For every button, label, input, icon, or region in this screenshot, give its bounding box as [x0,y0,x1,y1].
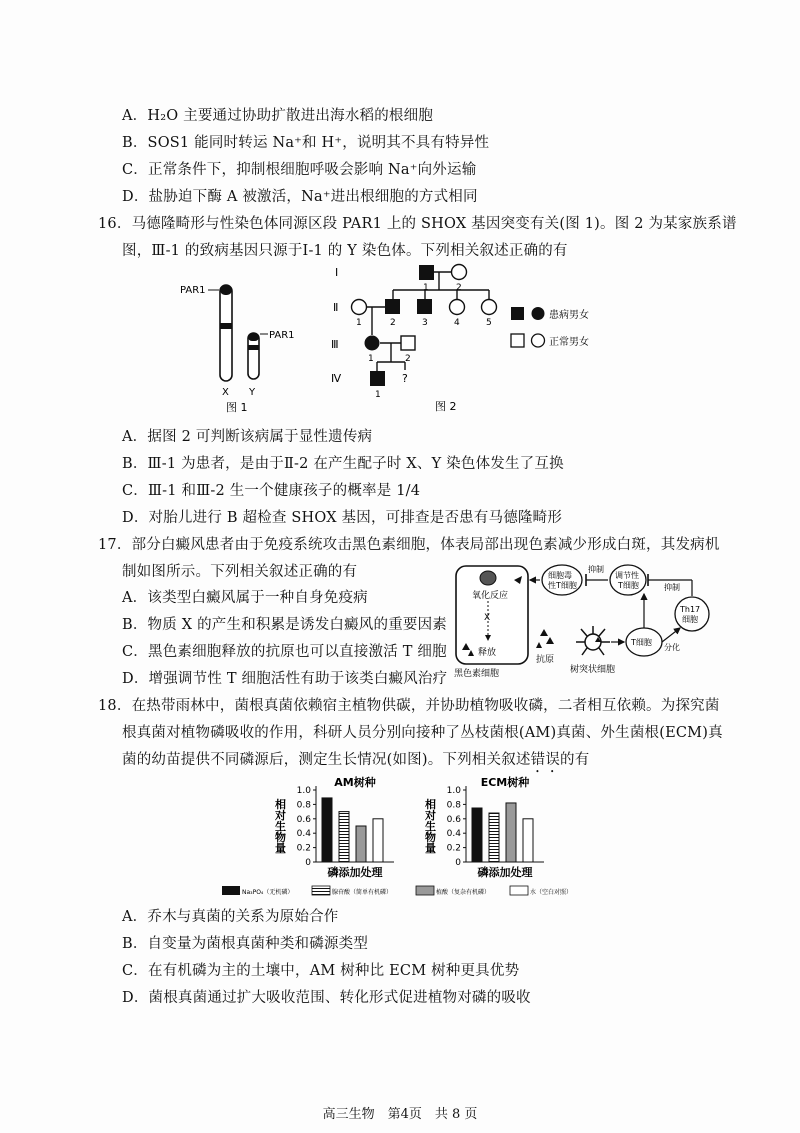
release-label: 释放 [478,648,497,658]
chart1-ylabel: 相对生物量 [273,798,287,854]
chart2-bar-3 [506,803,516,862]
legend-normal-label: 正常男女 [549,337,589,348]
oxidation-label: 氧化反应 [472,591,509,601]
q17-option-a: A．该类型白癜风属于一种自身免疫病 [122,590,368,606]
antigen-label: 抗原 [536,655,555,665]
chart2-tick-label: 0.8 [446,800,461,811]
legend-normal-male [511,334,524,347]
cytotoxic-label-2: 性T细胞 [548,581,577,590]
gen-label-1: Ⅰ [335,266,339,279]
pedigree-IV-1 [370,371,385,386]
th17-cell [675,597,709,631]
num-II-3: 3 [422,318,428,328]
q16-stem-line1: 马德隆畸形与性染色体同源区段 PAR1 上的 SHOX 基因突变有关(图 1)。图 2 为某家族系谱 [131,216,737,232]
chart1-bar-4 [373,819,383,862]
pedigree-II-1 [352,300,367,315]
y-label: Y [249,387,256,398]
chart2-bar-2 [489,813,499,862]
pedigree-III-1 [365,336,380,351]
num-II-2: 2 [390,318,396,328]
x-centromere [220,323,232,329]
chart1-tick-label: 0.6 [296,814,311,825]
q18-emphasis-wrong: 错误 [530,752,561,768]
chart1-bar-2 [339,812,349,862]
legend-label-phytic: 植酸（复杂有机磷） [436,889,491,896]
chart1-bar-1 [322,798,332,862]
chart1-title: AM树种 [334,776,376,789]
th17-label-2: 细胞 [682,615,698,624]
q18-option-c: C．在有机磷为主的土壤中，AM 树种比 ECM 树种更具优势 [122,963,520,979]
q17-stem-line2: 制如图所示。下列相关叙述正确的有 [122,564,358,580]
q15-option-a: A．H₂O 主要通过协助扩散进出海水稻的根细胞 [122,108,434,124]
y-par1-band [248,333,259,341]
q16-number: 16． [98,216,132,232]
chart2-tick-label: 1.0 [446,786,461,796]
inhibit-label-1: 抑制 [588,565,604,574]
legend-swatch-adenylate [312,886,330,895]
q16-stem-line2: 图，Ⅲ-1 的致病基因只源于Ⅰ-1 的 Y 染色体。下列相关叙述正确的有 [122,243,568,259]
num-I-2: 2 [456,283,462,293]
q18-option-a: A．乔木与真菌的关系为原始合作 [122,909,339,925]
q16-stem [98,212,737,233]
chart2-tick-label: 0.6 [446,814,461,825]
q18-stem-line3 [122,748,589,776]
num-I-1: 1 [423,283,429,293]
q18-charts [260,776,560,880]
q17-number: 17． [98,537,132,553]
num-II-1: 1 [356,318,362,328]
pedigree-III-2 [401,336,415,350]
num-II-5: 5 [486,318,492,328]
q17-option-d: D．增强调节性 T 细胞活性有助于该类白癜风治疗 [122,671,448,687]
chart2-bar-4 [523,819,533,862]
chart2-tick-label: 0.2 [446,843,461,854]
q16-option-c: C．Ⅲ-1 和Ⅲ-2 生一个健康孩子的概率是 1/4 [122,483,421,499]
q18-number: 18． [98,698,132,714]
figure1-caption: 图 1 [226,401,248,413]
num-IV-1: 1 [375,390,381,400]
q16-figure1 [170,265,320,413]
nucleus [480,571,496,585]
legend-swatch-water [510,886,528,895]
figure2-caption: 图 2 [435,400,457,413]
substance-x-label: X [484,613,491,623]
q15-option-b: B．SOS1 能同时转运 Na⁺和 H⁺，说明其不具有特异性 [122,135,490,151]
legend-swatch-na3po4 [222,886,240,895]
y-centromere [248,345,259,350]
pedigree-II-4 [450,300,465,315]
par1-left-label: PAR1 [180,285,206,296]
q18-stem-line3-pre: 菌的幼苗提供不同磷源后，测定生长情况(如图)。下列相关叙述 [122,752,531,768]
gen-label-2: Ⅱ [333,301,339,314]
q18-stem-line2: 根真菌对植物磷吸收的作用，科研人员分别向接种了丛枝菌根(AM)真菌、外生菌根(ECM)真 [122,725,723,741]
cytotoxic-t-cell [542,565,582,595]
t-cell-label: T细胞 [631,638,652,647]
x-chromosome [220,285,232,381]
gen-label-3: Ⅲ [331,338,339,351]
num-IV-2-unknown: ? [402,372,408,385]
pedigree-II-3 [417,299,432,314]
chart1-tick-label: 1.0 [296,786,311,796]
pedigree-II-2 [385,299,400,314]
q18-option-d: D．菌根真菌通过扩大吸收范围、转化形式促进植物对磷的吸收 [122,990,531,1006]
q18-stem-line1: 在热带雨林中，菌根真菌依赖宿主植物供碳，并协助植物吸收磷，二者相互依赖。为探究菌 [131,698,720,714]
chart1-bar-3 [356,826,366,862]
regulatory-label-2: T细胞 [618,581,639,590]
num-III-1: 1 [368,354,374,364]
legend-label-water: 水（空白对照） [530,889,573,896]
differentiate-label: 分化 [664,643,680,652]
melanocyte-label: 黑色素细胞 [454,669,500,679]
regulatory-label-1: 调节性 [615,571,639,580]
chart2-tick-label: 0 [455,858,461,868]
pedigree-I-1 [419,265,434,280]
q16-option-b: B．Ⅲ-1 为患者，是由于Ⅱ-2 在产生配子时 X、Y 染色体发生了互换 [122,456,564,472]
q16-figure2-pedigree [325,262,615,414]
antigen-triangles-outside [536,629,554,648]
legend-affected-label: 患病男女 [549,310,589,321]
dendritic-label: 树突状细胞 [570,665,616,675]
legend-label-na3po4: Na₃PO₄（无机磷） [242,889,294,896]
q18-stem-line3-post: 的有 [560,752,590,768]
q16-option-d: D．对胎儿进行 B 超检查 SHOX 基因，可排查是否患有马德隆畸形 [122,510,563,526]
page-footer: 高三生物 第4页 共 8 页 [322,1107,478,1122]
num-III-2: 2 [405,354,411,364]
q17-option-b: B．物质 X 的产生和积累是诱发白癜风的重要因素 [122,617,447,633]
chart2-ylabel: 相对生物量 [423,798,437,854]
chart1-tick-label: 0.4 [296,829,311,840]
pedigree-II-5 [482,300,497,315]
chart2-title: ECM树种 [480,776,530,789]
dendritic-cell [576,626,610,655]
par1-right-label: PAR1 [269,330,295,341]
chart1-xlabel: 磷添加处理 [327,866,383,879]
x-label: X [222,387,229,398]
gen-label-4: Ⅳ [331,372,342,385]
q17-stem [98,533,720,554]
q17-option-c: C．黑色素细胞释放的抗原也可以直接激活 T 细胞 [122,644,447,660]
q18-chart-legend [220,884,580,898]
q18-stem [98,694,720,715]
chart2-tick-label: 0.4 [446,829,461,840]
chart2-xlabel: 磷添加处理 [477,866,533,879]
x-par1-band [220,285,232,295]
num-II-4: 4 [454,318,460,328]
regulatory-t-cell [610,565,646,595]
cytotoxic-label-1: 细胞毒 [548,571,572,580]
q16-option-a: A．据图 2 可判断该病属于显性遗传病 [122,429,373,445]
chart1-tick-label: 0.2 [296,843,311,854]
legend-label-adenylate: 腺苷酸（简单有机磷） [332,889,393,896]
q15-option-c: C．正常条件下，抑制根细胞呼吸会影响 Na⁺向外运输 [122,162,477,178]
legend-affected-female [532,307,545,320]
chart1-tick-label: 0.8 [296,800,311,811]
q15-option-d: D．盐胁迫下酶 A 被激活，Na⁺进出根细胞的方式相同 [122,189,478,205]
q17-stem-line1: 部分白癜风患者由于免疫系统攻击黑色素细胞，体表局部出现色素减少形成白斑，其发病机 [131,537,720,553]
inhibit-label-2: 抑制 [664,583,680,592]
pedigree-I-2 [452,265,467,280]
chart1-tick-label: 0 [305,858,311,868]
legend-normal-female [532,334,545,347]
chart2-bar-1 [472,808,482,862]
q17-mechanism-diagram [448,558,720,682]
q18-option-b: B．自变量为菌根真菌种类和磷源类型 [122,936,369,952]
legend-swatch-phytic [416,886,434,895]
legend-affected-male [511,307,524,320]
th17-label-1: Th17 [680,605,701,614]
